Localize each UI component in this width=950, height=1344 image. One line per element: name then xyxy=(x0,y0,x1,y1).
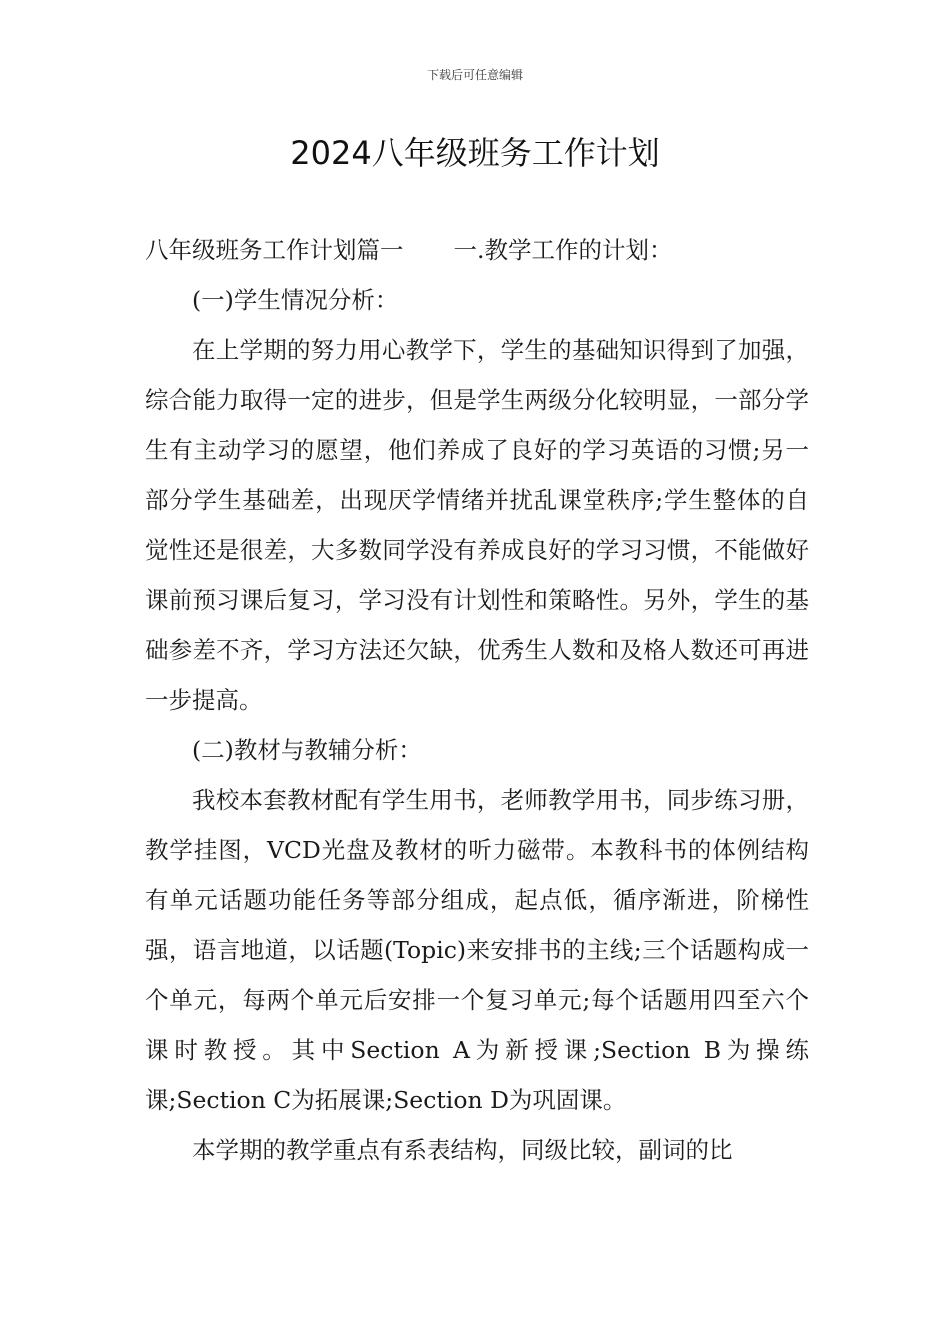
paragraph-teaching-focus: 本学期的教学重点有系表结构，同级比较，副词的比 xyxy=(192,1136,733,1164)
paragraph-student-analysis: 在上学期的努力用心教学下，学生的基础知识得到了加强，综合能力取得一定的进步，但是学生两级分化较明显，一部分学生有主动学习的愿望，他们养成了良好的学习英语的习惯;另一部分学生基础差，出现厌学情绪并扰乱课堂秩序;学生整体的自觉性还是很差，大多数同学没有养成良好的学习习惯，不能做好课前预习课后复习，学习没有计划性和策略性。另外，学生的基础参差不齐，学习方法还欠缺，优秀生人数和及格人数还可再进一步提高。 xyxy=(145,336,809,714)
paragraph-material-analysis: 我校本套教材配有学生用书，老师教学用书，同步练习册，教学挂图，VCD光盘及教材的听力磁带。本教科书的体例结构有单元话题功能任务等部分组成，起点低，循序渐进，阶梯性强，语言地道，以话题(Topic)来安排书的主线;三个话题构成一个单元，每两个单元后安排一个复习单元;每个话题用四至六个课时教授。其中Section A为新授课;Section B为操练课;Section C为拓展课;Section D为巩固课。 xyxy=(145,786,809,1114)
document-title: 2024八年级班务工作计划 xyxy=(290,134,660,172)
subheading-material-analysis: (二)教材与教辅分析： xyxy=(192,736,422,764)
subheading-student-analysis: (一)学生情况分析： xyxy=(192,286,399,314)
plan-heading: 八年级班务工作计划篇一 xyxy=(145,236,404,264)
header-note: 下载后可任意编辑 xyxy=(426,68,523,82)
document-body xyxy=(145,225,809,1175)
section-heading: 一.教学工作的计划： xyxy=(453,236,673,264)
first-line xyxy=(145,225,809,275)
